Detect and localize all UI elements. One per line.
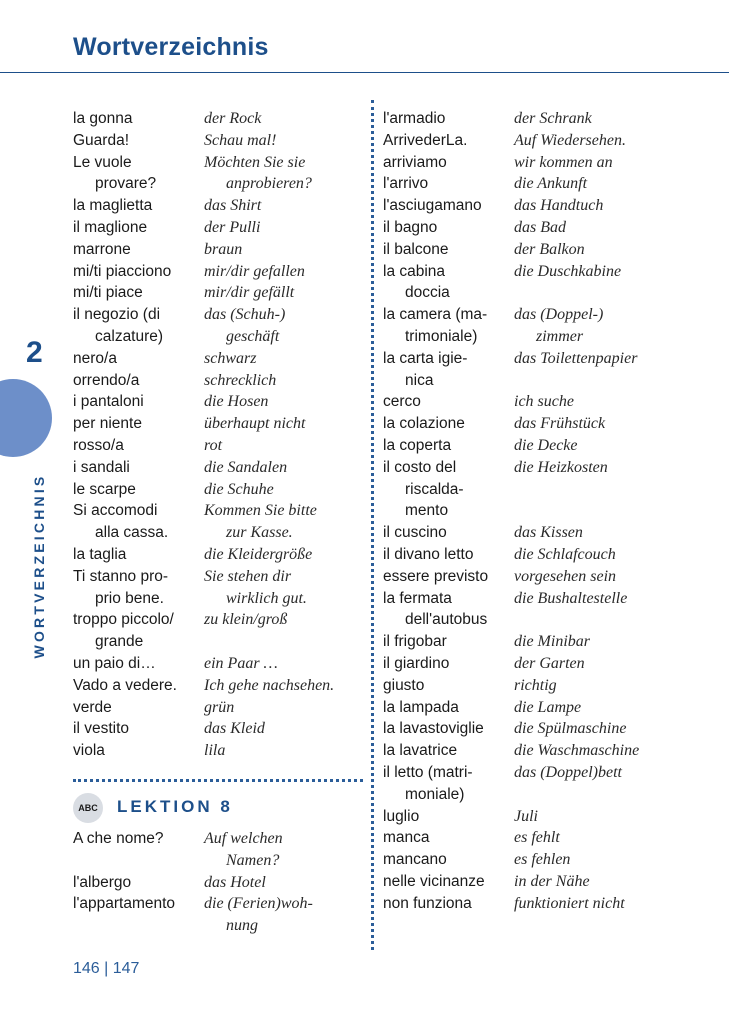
italian-term: la lavastoviglie <box>383 720 484 738</box>
german-translation: das (Doppel-) <box>514 306 604 324</box>
italian-term: il frigobar <box>383 633 447 651</box>
german-translation: schrecklich <box>204 371 277 389</box>
italian-term: l'asciugamano <box>383 197 482 215</box>
german-translation: zu klein/groß <box>204 611 288 629</box>
italian-term: nica <box>405 371 434 389</box>
german-translation: das Hotel <box>204 873 266 891</box>
german-translation: geschäft <box>226 327 280 345</box>
italian-term: Si accomodi <box>73 502 158 520</box>
italian-term: il costo del <box>383 458 457 476</box>
german-translation: überhaupt nicht <box>204 415 306 433</box>
column-divider <box>371 100 374 950</box>
german-translation: es fehlt <box>514 829 560 847</box>
italian-term: la cabina <box>383 262 446 280</box>
italian-term: l'armadio <box>383 110 446 127</box>
german-translation: das Bad <box>514 218 566 236</box>
german-translation: es fehlen <box>514 851 571 869</box>
abc-badge-icon: ABC <box>73 793 103 823</box>
italian-term: moniale) <box>405 785 465 803</box>
page-numbers: 146 | 147 <box>73 960 140 977</box>
italian-term: i pantaloni <box>73 393 144 411</box>
italian-term: doccia <box>405 284 450 302</box>
italian-term: marrone <box>73 240 131 258</box>
italian-term: le scarpe <box>73 480 136 498</box>
german-translation: die Ankunft <box>514 175 588 193</box>
italian-term: mi/ti piacciono <box>73 262 172 280</box>
german-translation: braun <box>204 240 243 258</box>
italian-term: alla cassa. <box>95 524 169 542</box>
italian-term: la carta igie- <box>383 349 468 367</box>
german-translation: der Garten <box>514 654 585 672</box>
german-translation: vorgesehen sein <box>514 567 617 585</box>
italian-term: troppo piccolo/ <box>73 611 174 629</box>
german-translation: Sie stehen dir <box>204 567 292 585</box>
german-translation: wir kommen an <box>514 153 613 171</box>
german-translation: ein Paar … <box>204 654 278 672</box>
italian-term: rosso/a <box>73 436 124 454</box>
german-translation: die Schuhe <box>204 480 274 498</box>
german-translation: die Minibar <box>514 633 590 651</box>
german-translation: die Hosen <box>204 393 269 411</box>
italian-term: Guarda! <box>73 131 130 149</box>
german-translation: Ich gehe nachsehen. <box>204 676 335 694</box>
german-translation: Schau mal! <box>204 131 277 149</box>
italian-term: mento <box>405 502 449 520</box>
german-translation: der Schrank <box>514 110 592 127</box>
german-translation: die Duschkabine <box>514 262 622 280</box>
italian-term: il vestito <box>73 720 129 738</box>
italian-term: l'appartamento <box>73 895 176 913</box>
italian-term: un paio di… <box>73 654 156 672</box>
german-translation: die Schlafcouch <box>514 545 616 563</box>
italian-term: l'albergo <box>73 873 132 891</box>
page-title: Wortverzeichnis <box>73 33 269 61</box>
italian-term: essere previsto <box>383 567 489 585</box>
italian-term: il balcone <box>383 240 449 258</box>
german-translation: richtig <box>514 676 557 694</box>
german-translation: anprobieren? <box>226 175 312 193</box>
german-translation: die Sandalen <box>204 458 288 476</box>
german-translation: der Pulli <box>204 218 261 236</box>
german-translation: zur Kasse. <box>226 524 293 542</box>
german-translation: die Lampe <box>514 698 582 716</box>
german-translation: das (Doppel)bett <box>514 763 622 781</box>
german-translation: Kommen Sie bitte <box>204 502 317 520</box>
italian-term: giusto <box>383 676 425 694</box>
italian-term: manca <box>383 829 430 847</box>
chapter-tab-circle <box>0 379 52 457</box>
german-translation: die (Ferien)woh- <box>204 895 313 913</box>
italian-term: orrendo/a <box>73 371 140 389</box>
italian-term: arriviamo <box>383 153 447 171</box>
german-translation: mir/dir gefällt <box>204 284 295 302</box>
italian-term: grande <box>95 633 144 651</box>
italian-term: Ti stanno pro- <box>73 567 169 585</box>
german-translation: mir/dir gefallen <box>204 262 305 280</box>
german-translation: zimmer <box>536 327 584 345</box>
italian-term: nero/a <box>73 349 117 367</box>
italian-term: prio bene. <box>95 589 164 607</box>
italian-term: Le vuole <box>73 153 132 171</box>
italian-term: il negozio (di <box>73 306 161 324</box>
italian-term: riscalda- <box>405 480 464 498</box>
italian-term: la coperta <box>383 436 452 454</box>
german-translation: der Rock <box>204 110 262 127</box>
german-translation: der Balkon <box>514 240 585 258</box>
german-translation: die Spülmaschine <box>514 720 627 738</box>
german-translation: Auf Wiedersehen. <box>514 131 626 149</box>
lektion-title: LEKTION 8 <box>117 797 233 816</box>
italian-term: i sandali <box>73 458 130 476</box>
german-translation: die Decke <box>514 436 578 454</box>
german-translation: das Kleid <box>204 720 265 738</box>
chapter-number: 2 <box>26 336 43 369</box>
italian-term: calzature) <box>95 327 164 345</box>
german-translation: das Kissen <box>514 524 583 542</box>
italian-term: il maglione <box>73 218 148 236</box>
italian-term: trimoniale) <box>405 327 478 345</box>
italian-term: il cuscino <box>383 524 447 542</box>
lektion-divider <box>73 779 363 782</box>
german-translation: das Handtuch <box>514 197 604 215</box>
german-translation: die Bushaltestelle <box>514 589 628 607</box>
italian-term: cerco <box>383 393 421 411</box>
italian-term: per niente <box>73 415 142 433</box>
side-section-label: WORTVERZEICHNIS <box>31 473 47 659</box>
italian-term: il giardino <box>383 654 450 672</box>
german-translation: in der Nähe <box>514 872 590 890</box>
german-translation: die Waschmaschine <box>514 742 640 760</box>
german-translation: das Shirt <box>204 197 262 215</box>
german-translation: grün <box>204 698 235 716</box>
german-translation: das Toilettenpapier <box>514 349 638 367</box>
italian-term: l'arrivo <box>383 175 429 193</box>
italian-term: dell'autobus <box>405 611 488 629</box>
german-translation: Juli <box>514 807 538 825</box>
german-translation: funktioniert nicht <box>514 894 625 912</box>
italian-term: il divano letto <box>383 545 474 563</box>
italian-term: mi/ti piace <box>73 284 143 302</box>
german-translation: nung <box>226 917 258 935</box>
italian-term: Vado a vedere. <box>73 676 177 694</box>
german-translation: Namen? <box>226 851 280 869</box>
italian-term: viola <box>73 742 105 760</box>
italian-term: non funziona <box>383 894 472 912</box>
italian-term: la lampada <box>383 698 459 716</box>
german-translation: schwarz <box>204 349 257 367</box>
italian-term: la fermata <box>383 589 452 607</box>
german-translation: die Kleidergröße <box>204 545 313 563</box>
italian-term: ArrivederLa. <box>383 131 468 149</box>
header-rule <box>0 72 729 73</box>
german-translation: Möchten Sie sie <box>204 153 306 171</box>
german-translation: Auf welchen <box>204 830 283 847</box>
italian-term: la lavatrice <box>383 742 458 760</box>
italian-term: nelle vicinanze <box>383 872 485 890</box>
italian-term: verde <box>73 698 112 716</box>
german-translation: das (Schuh-) <box>204 306 286 324</box>
italian-term: mancano <box>383 851 447 869</box>
german-translation: lila <box>204 742 226 760</box>
italian-term: A che nome? <box>73 830 164 847</box>
italian-term: il letto (matri- <box>383 763 473 781</box>
italian-term: luglio <box>383 807 420 825</box>
italian-term: la taglia <box>73 545 127 563</box>
german-translation: wirklich gut. <box>226 589 307 607</box>
german-translation: ich suche <box>514 393 574 411</box>
german-translation: das Frühstück <box>514 415 606 433</box>
italian-term: la colazione <box>383 415 465 433</box>
italian-term: provare? <box>95 175 157 193</box>
german-translation: rot <box>204 436 223 454</box>
italian-term: la gonna <box>73 110 133 127</box>
german-translation: die Heizkosten <box>514 458 608 476</box>
italian-term: la camera (ma- <box>383 306 488 324</box>
italian-term: il bagno <box>383 218 438 236</box>
italian-term: la maglietta <box>73 197 153 215</box>
